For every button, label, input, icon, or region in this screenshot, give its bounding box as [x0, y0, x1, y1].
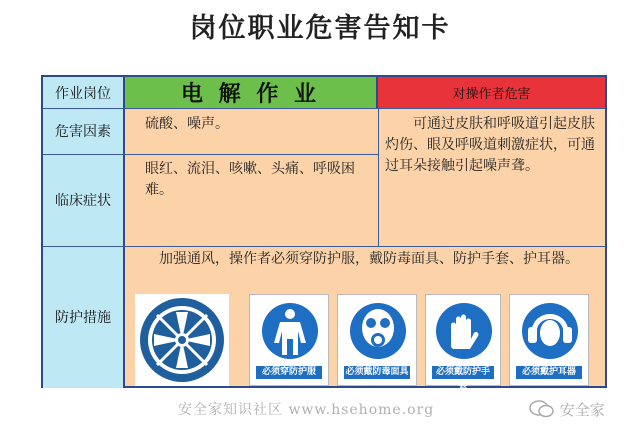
job-label: 作业岗位	[43, 77, 125, 108]
hazard-factor-label: 危害因素	[43, 108, 125, 154]
ear-protector-icon	[510, 297, 590, 367]
hazard-factor-text: 硫酸、噪声。	[145, 116, 229, 132]
wechat-icon	[529, 400, 555, 418]
protection-text: 加强通风，操作者必须穿防护服，戴防毒面具、防护手套、护耳器。	[159, 251, 579, 267]
protective-suit-sign	[249, 294, 329, 386]
ventilation-sign	[135, 294, 229, 386]
job-name: 电 解 作 业	[125, 77, 378, 108]
card-title: 岗位职业危害告知卡	[189, 13, 451, 44]
ventilation-fan-icon	[135, 294, 229, 386]
brand-logo	[529, 399, 605, 420]
protection-label: 防护措施	[43, 246, 125, 388]
gloves-sign	[425, 294, 501, 390]
gas-mask-icon	[338, 297, 418, 367]
gloves-caption: 必须戴防护手套	[432, 366, 494, 379]
protective-suit-icon	[250, 297, 330, 367]
gas-mask-sign	[337, 294, 417, 386]
ear-protector-sign	[509, 294, 589, 386]
harm-description: 可通过皮肤和呼吸道引起皮肤灼伤、眼及呼吸道刺激症状，可通过耳朵接触引起噪声聋。	[385, 116, 595, 174]
gas-mask-caption: 必须戴防毒面具	[345, 367, 409, 377]
watermark-text: 安全家知识社区 www.hsehome.org	[178, 402, 435, 418]
protective-gloves-icon	[426, 297, 502, 367]
column-divider	[378, 108, 379, 246]
symptom-text: 眼红、流泪、咳嗽、头痛、呼吸困难。	[145, 161, 355, 198]
protective-suit-caption: 必须穿防护服	[256, 366, 322, 379]
harm-target-header: 对操作者危害	[378, 77, 605, 108]
brand-name: 安全家	[559, 401, 605, 419]
ear-protector-caption: 必须戴护耳器	[516, 366, 582, 379]
symptom-label: 临床症状	[43, 154, 125, 246]
hazard-notice-card	[41, 75, 607, 388]
